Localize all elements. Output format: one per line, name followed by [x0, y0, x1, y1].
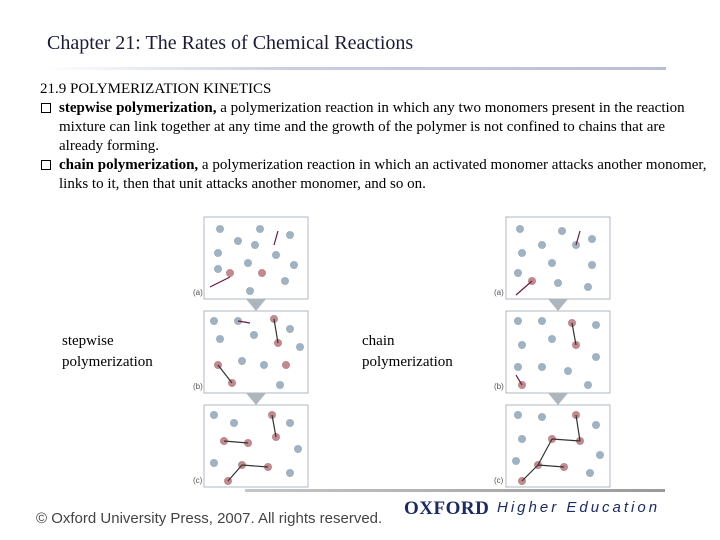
- term-stepwise: stepwise polymerization,: [59, 100, 217, 116]
- bullet-box-icon: [41, 103, 51, 113]
- stepwise-panel-b: [204, 311, 308, 393]
- stepwise-illustration: [190, 215, 315, 490]
- publisher-logo: OXFORD: [404, 498, 490, 519]
- chain-panel-c: [506, 405, 610, 487]
- footer-divider: [245, 489, 665, 492]
- copyright-notice: © Oxford University Press, 2007. All rights reserved.: [36, 510, 383, 527]
- publisher-division: Higher Education: [497, 499, 661, 516]
- arrow-down-icon: [246, 299, 266, 311]
- chain-figure: [492, 215, 617, 490]
- title-divider: [40, 67, 666, 70]
- arrow-down-icon: [246, 393, 266, 405]
- panel-label: (b): [193, 382, 203, 391]
- section-heading: 21.9 POLYMERIZATION KINETICS: [40, 81, 272, 97]
- panel-label: (c): [494, 476, 504, 485]
- panel-label: (a): [193, 288, 203, 297]
- stepwise-caption: stepwise polymerization: [62, 333, 153, 370]
- bullet-stepwise: [40, 99, 710, 156]
- slide-body: [40, 80, 710, 194]
- page-title: Chapter 21: The Rates of Chemical Reactions: [47, 32, 414, 54]
- term-chain: chain polymerization,: [59, 157, 199, 173]
- arrow-down-icon: [548, 299, 568, 311]
- chain-illustration: [492, 215, 617, 490]
- bullet-box-icon: [41, 160, 51, 170]
- chain-caption: chain polymerization: [362, 333, 453, 370]
- panel-label: (b): [494, 382, 504, 391]
- arrow-down-icon: [548, 393, 568, 405]
- stepwise-figure: [190, 215, 315, 490]
- bullet-chain: [40, 156, 710, 194]
- panel-label: (a): [494, 288, 504, 297]
- definition-chain: a polymerization reaction in which an activated monomer attacks another monomer, links to it, then that unit attacks another monomer, and so on.: [59, 157, 707, 192]
- panel-label: (c): [193, 476, 203, 485]
- definition-stepwise: a polymerization reaction in which any two monomers present in the reaction mixture can link together at any time and the growth of the polymer is not confined to chains that are already forming.: [59, 100, 685, 154]
